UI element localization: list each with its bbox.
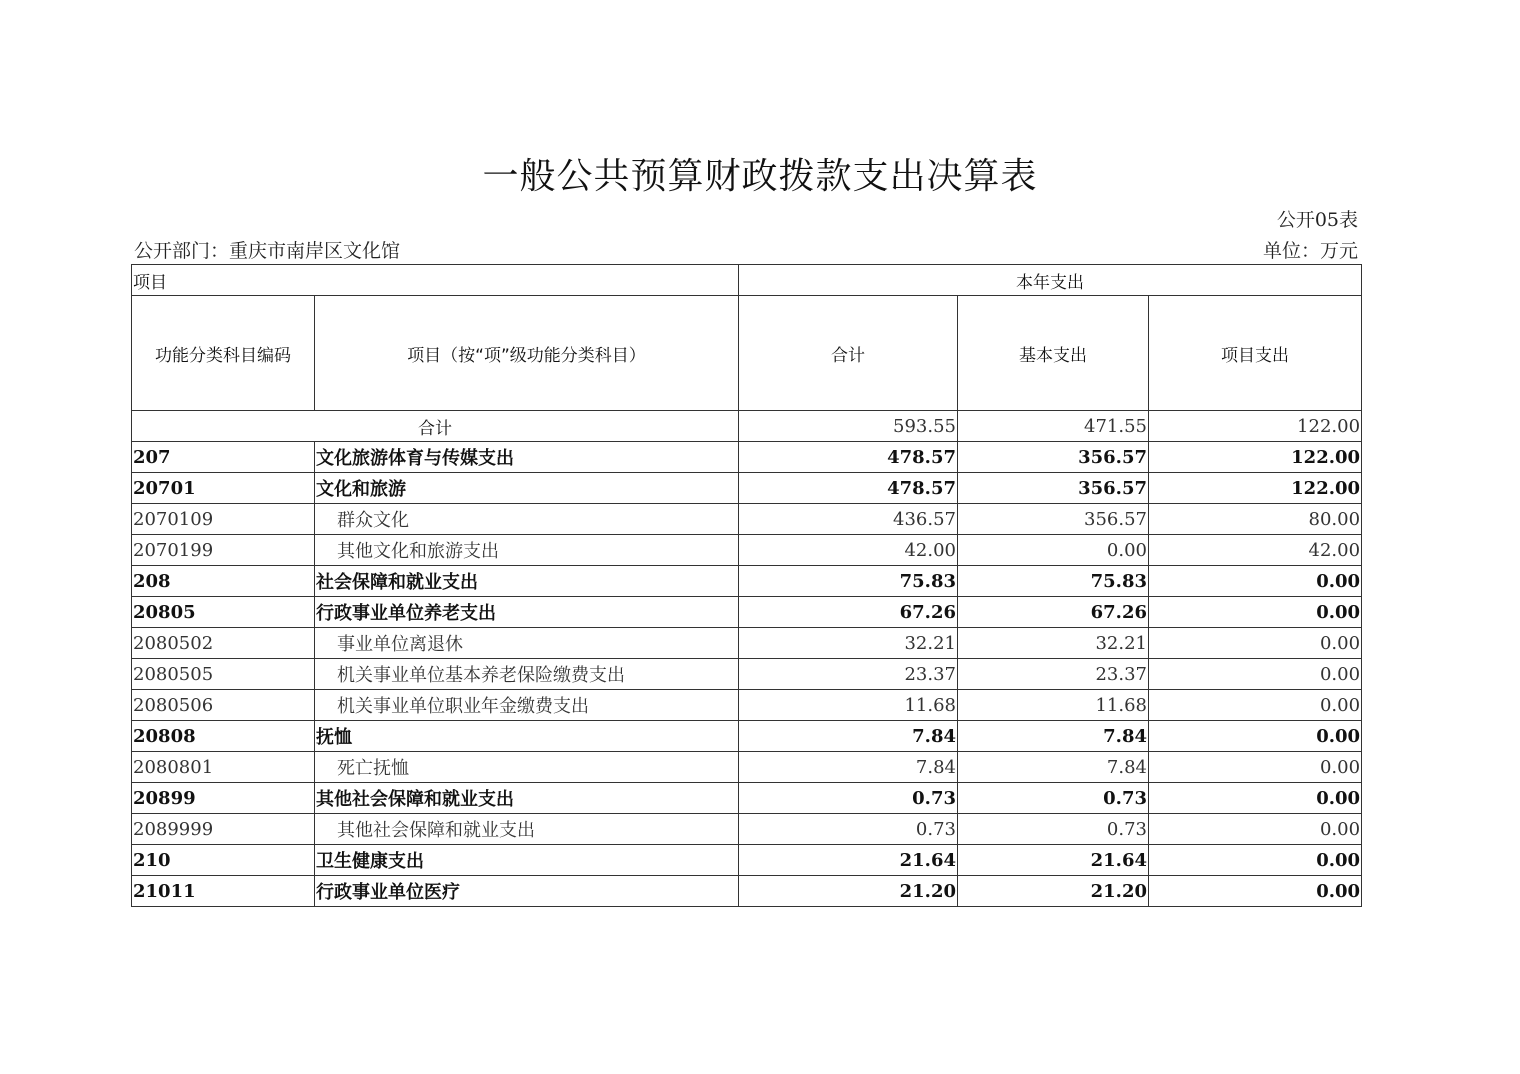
table-row <box>132 473 1362 504</box>
row-project: 0.00 <box>1149 752 1362 783</box>
row-basic: 0.00 <box>958 535 1149 566</box>
row-total: 478.57 <box>739 442 958 473</box>
row-name: 抚恤 <box>315 721 739 752</box>
row-code: 208 <box>132 566 315 597</box>
total-basic: 471.55 <box>958 411 1149 442</box>
table-row <box>132 504 1362 535</box>
row-total: 7.84 <box>739 752 958 783</box>
row-total: 0.73 <box>739 783 958 814</box>
row-total: 67.26 <box>739 597 958 628</box>
table-row <box>132 442 1362 473</box>
row-name: 机关事业单位职业年金缴费支出 <box>315 690 739 721</box>
table-row <box>132 845 1362 876</box>
header-item: 项目（按“项”级功能分类科目） <box>315 296 739 411</box>
row-total: 32.21 <box>739 628 958 659</box>
row-code: 20701 <box>132 473 315 504</box>
row-project: 0.00 <box>1149 721 1362 752</box>
row-code: 210 <box>132 845 315 876</box>
table-row <box>132 752 1362 783</box>
row-total: 21.20 <box>739 876 958 907</box>
row-total: 0.73 <box>739 814 958 845</box>
table-row <box>132 659 1362 690</box>
row-basic: 23.37 <box>958 659 1149 690</box>
row-name: 社会保障和就业支出 <box>315 566 739 597</box>
row-project: 0.00 <box>1149 566 1362 597</box>
total-sum: 593.55 <box>739 411 958 442</box>
row-code: 2080801 <box>132 752 315 783</box>
row-project: 42.00 <box>1149 535 1362 566</box>
row-project: 0.00 <box>1149 845 1362 876</box>
total-row <box>132 411 1362 442</box>
row-code: 2080502 <box>132 628 315 659</box>
header-current-year-expense: 本年支出 <box>739 265 1362 296</box>
header-total: 合计 <box>739 296 958 411</box>
row-project: 122.00 <box>1149 442 1362 473</box>
row-name: 文化旅游体育与传媒支出 <box>315 442 739 473</box>
row-name: 卫生健康支出 <box>315 845 739 876</box>
row-basic: 21.64 <box>958 845 1149 876</box>
row-project: 122.00 <box>1149 473 1362 504</box>
row-basic: 11.68 <box>958 690 1149 721</box>
row-project: 0.00 <box>1149 690 1362 721</box>
row-total: 42.00 <box>739 535 958 566</box>
row-basic: 32.21 <box>958 628 1149 659</box>
row-code: 20808 <box>132 721 315 752</box>
page-title: 一般公共预算财政拨款支出决算表 <box>482 156 1038 197</box>
row-total: 21.64 <box>739 845 958 876</box>
row-total: 11.68 <box>739 690 958 721</box>
row-project: 0.00 <box>1149 876 1362 907</box>
header-basic: 基本支出 <box>958 296 1149 411</box>
row-name: 行政事业单位医疗 <box>315 876 739 907</box>
row-basic: 67.26 <box>958 597 1149 628</box>
expense-table <box>131 264 1362 907</box>
row-project: 0.00 <box>1149 628 1362 659</box>
table-row <box>132 628 1362 659</box>
header-project-expense: 项目支出 <box>1149 296 1362 411</box>
row-code: 207 <box>132 442 315 473</box>
row-basic: 7.84 <box>958 721 1149 752</box>
table-row <box>132 597 1362 628</box>
row-basic: 21.20 <box>958 876 1149 907</box>
row-name: 事业单位离退休 <box>315 628 739 659</box>
table-row <box>132 535 1362 566</box>
row-name: 其他社会保障和就业支出 <box>315 814 739 845</box>
table-row <box>132 876 1362 907</box>
row-basic: 0.73 <box>958 814 1149 845</box>
header-row-2 <box>132 296 1362 411</box>
table-row <box>132 566 1362 597</box>
row-name: 文化和旅游 <box>315 473 739 504</box>
row-basic: 356.57 <box>958 473 1149 504</box>
form-number: 公开05表 <box>1276 209 1358 231</box>
row-code: 2080505 <box>132 659 315 690</box>
row-name: 行政事业单位养老支出 <box>315 597 739 628</box>
department-label: 公开部门：重庆市南岸区文化馆 <box>134 240 401 262</box>
row-total: 478.57 <box>739 473 958 504</box>
table-row <box>132 814 1362 845</box>
unit-label: 单位：万元 <box>1262 240 1358 262</box>
row-project: 80.00 <box>1149 504 1362 535</box>
table-row <box>132 783 1362 814</box>
total-label: 合计 <box>132 411 739 442</box>
row-basic: 7.84 <box>958 752 1149 783</box>
header-code: 功能分类科目编码 <box>132 296 315 411</box>
row-project: 0.00 <box>1149 814 1362 845</box>
row-total: 75.83 <box>739 566 958 597</box>
row-total: 23.37 <box>739 659 958 690</box>
row-basic: 0.73 <box>958 783 1149 814</box>
row-name: 机关事业单位基本养老保险缴费支出 <box>315 659 739 690</box>
row-basic: 356.57 <box>958 504 1149 535</box>
table-row <box>132 721 1362 752</box>
row-project: 0.00 <box>1149 659 1362 690</box>
row-name: 其他社会保障和就业支出 <box>315 783 739 814</box>
row-code: 2080506 <box>132 690 315 721</box>
row-name: 死亡抚恤 <box>315 752 739 783</box>
row-code: 2089999 <box>132 814 315 845</box>
row-name: 其他文化和旅游支出 <box>315 535 739 566</box>
header-project: 项目 <box>132 265 739 296</box>
row-project: 0.00 <box>1149 597 1362 628</box>
row-code: 20805 <box>132 597 315 628</box>
row-project: 0.00 <box>1149 783 1362 814</box>
row-code: 21011 <box>132 876 315 907</box>
header-row-1 <box>132 265 1362 296</box>
table-row <box>132 690 1362 721</box>
row-code: 2070199 <box>132 535 315 566</box>
total-project: 122.00 <box>1149 411 1362 442</box>
row-basic: 75.83 <box>958 566 1149 597</box>
row-total: 436.57 <box>739 504 958 535</box>
row-basic: 356.57 <box>958 442 1149 473</box>
row-name: 群众文化 <box>315 504 739 535</box>
row-code: 2070109 <box>132 504 315 535</box>
row-total: 7.84 <box>739 721 958 752</box>
row-code: 20899 <box>132 783 315 814</box>
